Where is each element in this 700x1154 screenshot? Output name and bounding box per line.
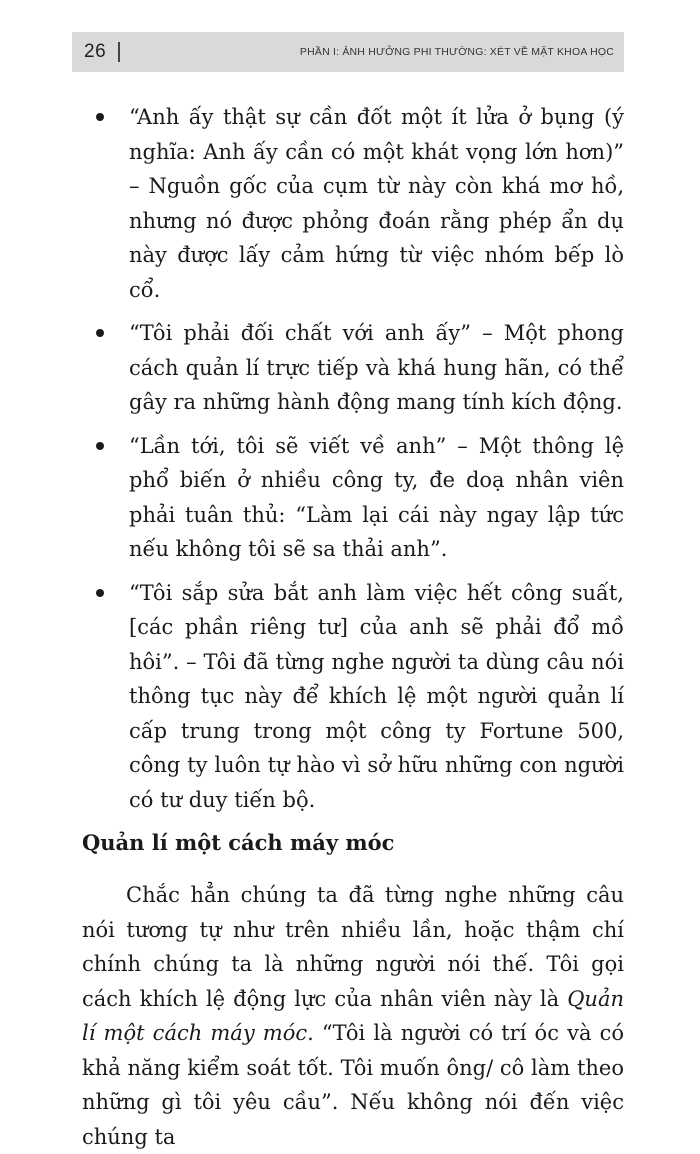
bullet-item-1	[82, 100, 624, 307]
bullet-text: “Anh ấy thật sự cần đốt một ít lửa ở bụng (ý nghĩa: Anh ấy cần có một khát vọng lớn hơn)” – Nguồn gốc của cụm từ này còn khá mơ hồ, nhưng nó được phỏng đoán rằng phép ẩn dụ này được lấy cảm hứng từ việc nhóm bếp lò cổ.	[129, 105, 624, 302]
section-heading: Quản lí một cách máy móc	[82, 830, 395, 855]
bullet-text: “Lần tới, tôi sẽ viết về anh” – Một thông lệ phổ biến ở nhiều công ty, đe doạ nhân viên phải tuân thủ: “Làm lại cái này ngay lập tức nếu không tôi sẽ sa thải anh”.	[129, 433, 624, 561]
bullet-item-3	[82, 429, 624, 567]
bullet-icon	[96, 589, 104, 597]
paragraph-text-end: . “Tôi là người có trí óc và có khả năng kiểm soát tốt. Tôi muốn ông/ cô làm theo những gì tôi yêu cầu”. Nếu không nói đến việc chúng ta	[82, 1021, 624, 1149]
paragraph-italic-term: Quản lí một cách máy móc	[82, 986, 624, 1045]
paragraph-text-start: Chắc hẳn chúng ta đã từng nghe những câu nói tương tự như trên nhiều lần, hoặc thậm chí chính chúng ta là những người nói thế. Tôi gọi cách khích lệ động lực của nhân viên này là	[82, 883, 624, 1011]
page-body	[82, 100, 624, 1154]
bullet-item-4	[82, 576, 624, 818]
page-number: 26	[84, 41, 107, 62]
bullet-icon	[96, 442, 104, 450]
bullet-item-2	[82, 316, 624, 420]
quote-bullet-list	[82, 100, 624, 817]
bullet-icon	[96, 113, 104, 121]
bullet-text: “Tôi sắp sửa bắt anh làm việc hết công suất, [các phần riêng tư] của anh sẽ phải đổ mồ hôi”. – Tôi đã từng nghe người ta dùng câu nói thông tục này để khích lệ một người quản lí cấp trung trong một công ty Fortune 500, công ty luôn tự hào vì sở hữu những con người có tư duy tiến bộ.	[129, 580, 624, 812]
header-divider	[118, 42, 120, 62]
bullet-text: “Tôi phải đối chất với anh ấy” – Một phong cách quản lí trực tiếp và khá hung hãn, có thể gây ra những hành động mang tính kích động.	[129, 321, 624, 414]
page-header	[72, 32, 624, 72]
bullet-icon	[96, 329, 104, 337]
running-head: PHẦN I: ẢNH HƯỞNG PHI THƯỜNG: XÉT VỀ MẶT KHOA HỌC	[299, 46, 614, 58]
body-paragraph	[82, 878, 624, 1154]
